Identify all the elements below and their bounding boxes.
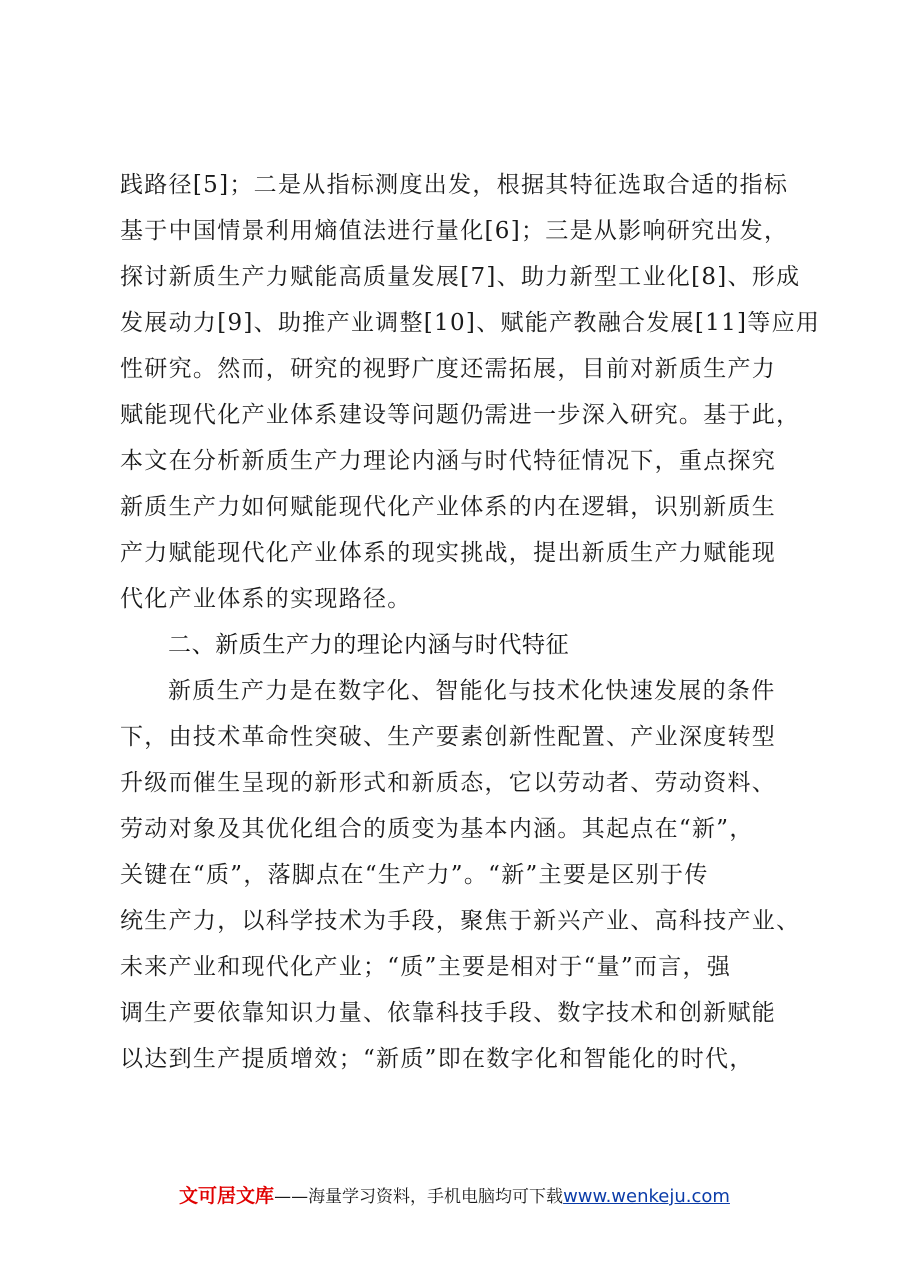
footer-tagline: 海量学习资料，手机电脑均可下载: [308, 1187, 564, 1207]
paragraph-line: 新质生产力如何赋能现代化产业体系的内在逻辑，识别新质生: [120, 494, 777, 520]
paragraph-line: 发展动力[9]、助推产业调整[10]、赋能产教融合发展[11]等应用: [120, 310, 821, 336]
paragraph-line: 探讨新质生产力赋能高质量发展[7]、助力新型工业化[8]、形成: [120, 264, 801, 290]
paragraph-line: 践路径[5]；二是从指标测度出发，根据其特征选取合适的指标: [120, 172, 789, 198]
paragraph-line: 以达到生产提质增效；“新质”即在数字化和智能化的时代，: [120, 1046, 754, 1072]
paragraph-line: 劳动对象及其优化组合的质变为基本内涵。其起点在“新”，: [120, 816, 754, 842]
paragraph-line: 未来产业和现代化产业；“质”主要是相对于“量”而言，强: [120, 954, 732, 980]
paragraph-line: 赋能现代化产业体系建设等问题仍需进一步深入研究。基于此，: [120, 402, 801, 428]
footer-dash: ——: [274, 1187, 309, 1207]
section-heading: 二、新质生产力的理论内涵与时代特征: [168, 632, 570, 658]
paragraph-line: 下，由技术革命性突破、生产要素创新性配置、产业深度转型: [120, 724, 777, 750]
paragraph-line: 基于中国情景利用熵值法进行量化[6]；三是从影响研究出发，: [120, 218, 789, 244]
paragraph-line: 本文在分析新质生产力理论内涵与时代特征情况下，重点探究: [120, 448, 777, 474]
footer-site-link[interactable]: www.wenkeju.com: [563, 1186, 730, 1207]
footer-banner: [0, 1182, 909, 1211]
footer-brand: 文可居文库: [179, 1185, 275, 1207]
paragraph-line: 统生产力，以科学技术为手段，聚焦于新兴产业、高科技产业、: [120, 908, 801, 934]
paragraph-line: 新质生产力是在数字化、智能化与技术化快速发展的条件: [168, 678, 776, 704]
paragraph-line: 产力赋能现代化产业体系的现实挑战，提出新质生产力赋能现: [120, 540, 777, 566]
paragraph-line: 性研究。然而，研究的视野广度还需拓展，目前对新质生产力: [120, 356, 777, 382]
paragraph-line: 代化产业体系的实现路径。: [120, 586, 412, 612]
paragraph-line: 调生产要依靠知识力量、依靠科技手段、数字技术和创新赋能: [120, 1000, 777, 1026]
paragraph-line: 升级而催生呈现的新形式和新质态，它以劳动者、劳动资料、: [120, 770, 777, 796]
paragraph-line: 关键在“质”，落脚点在“生产力”。“新”主要是区别于传: [120, 862, 709, 888]
